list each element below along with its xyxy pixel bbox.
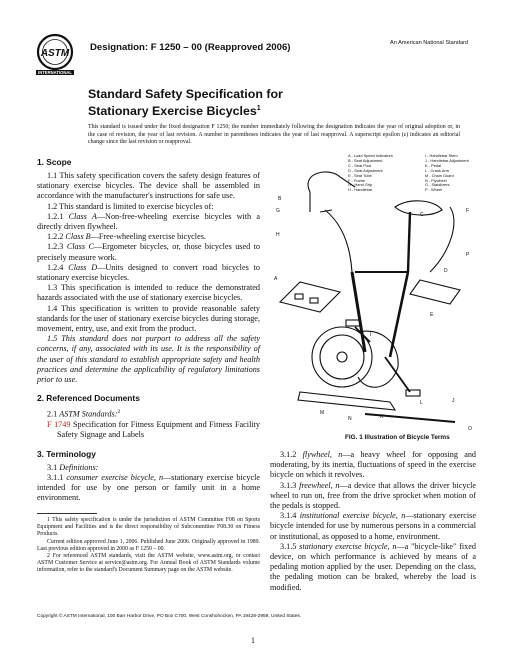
page-number: 1 xyxy=(251,636,255,645)
class-name: Class D xyxy=(68,262,98,272)
para-3-1-5 xyxy=(270,542,476,593)
fig-label-i: I xyxy=(370,332,372,338)
para-1-5: 1.5 This standard does not purport to address all the safety concerns, if any, associated with its use. It is the responsibility of the user of this standard to establish appropriate safety and health practices and determine the applicability of regulatory limitations prior to use. xyxy=(37,334,260,385)
term: consumer exercise bicycle, n xyxy=(66,472,164,482)
class-name: Class A xyxy=(68,211,97,221)
logo-text: INTERNATIONAL xyxy=(38,70,72,75)
legend-item: C - Seat Post xyxy=(348,162,372,168)
copyright: Copyright © ASTM International, 100 Barr Harbor Drive, PO Box C700, West Conshohocken, PA 19428-2959, United States. xyxy=(37,614,302,619)
para-num: 3.1.4 xyxy=(280,511,297,521)
left-column xyxy=(37,157,260,503)
para-num: 1.2.3 xyxy=(47,242,64,252)
title-main: Stationary Exercise Bicycles xyxy=(88,103,257,118)
standard-type: An American National Standard xyxy=(390,40,469,46)
reference-item xyxy=(37,420,260,440)
section-2-heading: 2. Referenced Documents xyxy=(37,393,140,404)
para-num: 3.1.1 xyxy=(47,472,64,482)
para-2-1 xyxy=(37,407,260,420)
para-text: —Non-free-wheeling exercise bicycles with a directly driven flywheel. xyxy=(37,211,260,232)
legend-item: K - Pedal xyxy=(425,162,442,168)
legend-item: B - Seat Adjustment xyxy=(348,157,383,163)
fig-label-e: E xyxy=(430,312,434,318)
fig-label-m: M xyxy=(320,410,325,416)
para-text: —a device that allows the driver bicycle wheel to run on, free from the drive sprocket when motion of the pedals is stopped. xyxy=(270,480,477,511)
figure-1 xyxy=(270,152,480,432)
class-name: Class C xyxy=(66,242,94,252)
term: stationary exercise bicycle, n xyxy=(299,541,397,551)
para-text: ASTM Standards: xyxy=(59,410,118,419)
legend-item: H - Handlebar xyxy=(348,187,373,193)
fig-label-k: K xyxy=(380,414,384,420)
page-title xyxy=(88,87,283,118)
para-1-4: 1.4 This specification is written to provide reasonable safety standards for the user of stationary exercise bicycles during storage, movement, entry, use, and exit from the product. xyxy=(37,303,260,334)
para-num: 1.2.4 xyxy=(47,262,64,272)
fig-label-n: N xyxy=(348,416,352,422)
fig-label-h: H xyxy=(276,232,280,238)
section-3-heading: 3. Terminology xyxy=(37,448,96,459)
para-1-2-1 xyxy=(37,212,260,232)
fig-label-a: A xyxy=(274,276,278,282)
fig-label-g: G xyxy=(276,208,280,214)
para-3-1-2 xyxy=(270,450,476,481)
para-num: 3.1.2 xyxy=(280,450,297,459)
para-text: —Ergometer bicycles, or, those bicycles used to precisely measure work. xyxy=(37,242,260,262)
para-num: 3.1 xyxy=(47,462,58,472)
astm-logo xyxy=(30,30,80,80)
term: institutional exercise bicycle, n xyxy=(299,511,406,521)
footnote-1b: Current edition approved June 1, 2006. Published June 2006. Originally approved in 1989. Last previous edition approved in 2000 as F 1250 – 00. xyxy=(37,538,260,552)
para-1-1: 1.1 This safety specification covers the safety design features of stationary exercise bicycles. The device shall be assembled in accordance with the manufacturer's instructions for safe use. xyxy=(37,171,260,201)
para-text: —Free-wheeling exercise bicycles. xyxy=(90,232,206,242)
footnotes xyxy=(37,517,260,575)
para-3-1 xyxy=(37,463,260,473)
para-3-1-4 xyxy=(270,511,476,542)
para-text: Definitions: xyxy=(59,462,99,472)
legend-item: D - Seat Adjustment xyxy=(348,167,383,173)
para-text: —a "bicycle-like" fixed device, on which performance is achieved by means of a pedaling motion applied by the user. Depending on the class, the pedaling motion can be braked, whereby the load is modified. xyxy=(270,541,476,592)
para-num: 2.1 xyxy=(47,410,58,419)
figure-caption: FIG. 1 Illustration of Bicycle Terms xyxy=(345,434,450,441)
legend-item: M - Chain Guard xyxy=(425,172,454,178)
ref-link-f1749[interactable]: F 1749 xyxy=(47,420,71,430)
footnote-1: 1 This safety specification is under the jurisdiction of ASTM Committee F08 on Sports Equipment and Facilities and is the direct responsibility of Subcommittee F08.30 on Fitness Products. xyxy=(37,517,260,538)
svg-text:ASTM: ASTM xyxy=(40,48,70,59)
para-1-2-4 xyxy=(37,263,260,283)
fig-label-d: D xyxy=(444,268,448,274)
designation: Designation: F 1250 – 00 (Reapproved 2006) xyxy=(90,42,291,53)
right-column xyxy=(270,450,476,593)
legend-item: G - Hand Grip xyxy=(348,182,373,188)
para-text: —stationary exercise bicycle intended for use by numerous persons in a commercial or institutional, as opposed to a home, environment. xyxy=(270,511,477,541)
ref-title: Specification for Fitness Equipment and Fitness Facility Safety Signage and Labels xyxy=(57,420,260,440)
footnote-2: 2 For referenced ASTM standards, visit the ASTM website, www.astm.org, or contact ASTM Customer Service at service@astm.org. For Annual Book of ASTM Standards volume information, refer to the standard's Document Summary page on the ASTM website. xyxy=(37,553,260,574)
para-num: 3.1.5 xyxy=(280,541,297,551)
para-text: —Units designed to convert road bicycles to stationary exercise bicycles. xyxy=(37,262,260,283)
para-1-2-2 xyxy=(37,232,260,242)
para-text: —stationary exercise bicycle intended for use by one person or family unit in a home environment. xyxy=(37,472,261,503)
para-text: —a heavy wheel for opposing and moderating, by its inertia, fluctuations of speed in the exercise bicycle on which it revolves. xyxy=(270,450,477,480)
section-1-heading: 1. Scope xyxy=(37,157,72,167)
legend-item: I - Handlebar Stem xyxy=(425,153,458,158)
para-num: 1.2.2 xyxy=(47,232,64,242)
term: freewheel, n xyxy=(299,480,340,490)
fig-label-j: J xyxy=(452,398,455,404)
para-num: 1.2.1 xyxy=(47,211,64,221)
para-1-3: 1.3 This specification is intended to reduce the demonstrated hazards associated with the use of stationary exercise bicycles. xyxy=(37,283,260,303)
fig-label-f: F xyxy=(466,208,470,214)
legend-item: E - Seat Tube xyxy=(348,172,372,178)
para-num: 3.1.3 xyxy=(280,480,297,490)
para-1-2: 1.2 This standard is limited to exercise bicycles of: xyxy=(47,201,214,211)
fig-label-l: L xyxy=(420,400,423,406)
class-name: Class B xyxy=(65,232,91,242)
fig-label-o: O xyxy=(468,426,472,432)
title-line-2 xyxy=(88,102,283,119)
para-3-1-1 xyxy=(37,473,260,504)
legend-item: P - Wheel xyxy=(425,187,443,193)
title-footnote-ref: 1 xyxy=(256,104,261,112)
para-3-1-3 xyxy=(270,481,476,512)
fig-label-b: B xyxy=(278,196,282,202)
fig-label-c: C xyxy=(420,212,424,218)
para-1-2-3 xyxy=(37,242,260,262)
bicycle-illustration xyxy=(270,152,480,432)
legend-item: O - Stabilizers xyxy=(425,182,450,188)
legend-item: F - Frame xyxy=(348,177,366,183)
legend-item: A - Load Speed Indicators xyxy=(348,153,393,158)
term: flywheel, n xyxy=(302,450,343,459)
legend-item: N - Flywheel xyxy=(425,177,447,183)
intro-paragraph: This standard is issued under the fixed designation F 1250; the number immediately following the designation indicates the year of original adoption or, in the case of revision, the year of last revision. A number in parentheses indicates the year of last reapproval. A superscript epsilon (ε) indicates an editorial change since the last revision or reapproval. xyxy=(88,124,460,146)
legend-item: L - Crank Arm xyxy=(425,167,449,173)
footnote-ref: 2 xyxy=(117,409,121,416)
title-line-1: Standard Safety Specification for xyxy=(88,87,283,101)
legend-item: J - Handlebar Adjustment xyxy=(425,157,469,163)
footnote-rule xyxy=(37,513,97,514)
fig-label-p: P xyxy=(466,252,470,258)
